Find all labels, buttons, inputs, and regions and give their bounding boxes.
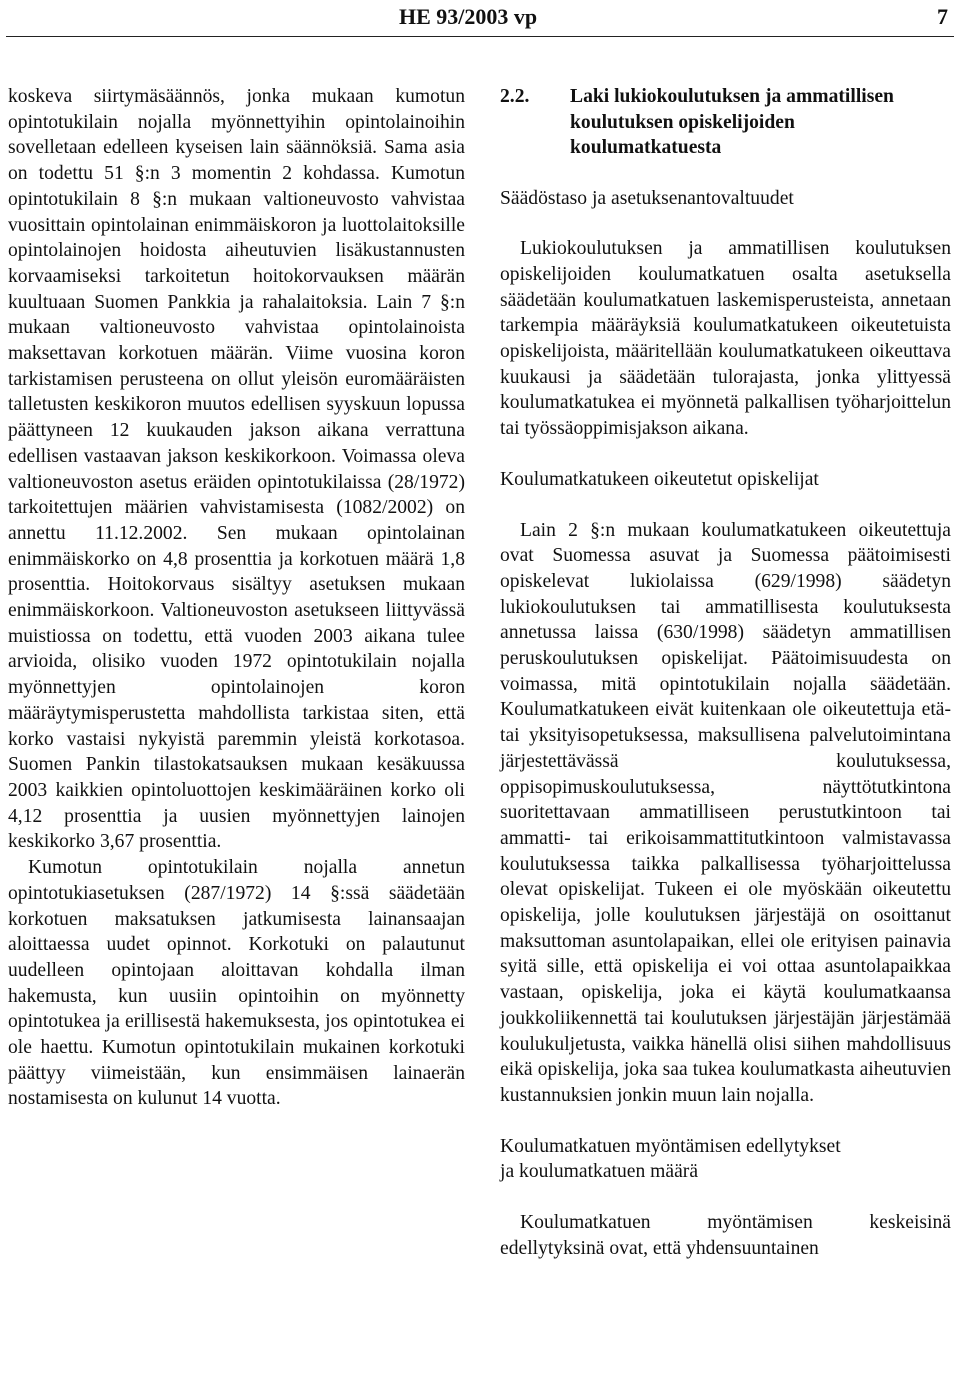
document-header-title: HE 93/2003 vp bbox=[399, 4, 538, 29]
subheading: ja koulumatkatuen määrä bbox=[500, 1161, 699, 1183]
header-divider bbox=[6, 36, 954, 37]
subheading: Koulumatkatukeen oikeutetut opiskelijat bbox=[500, 468, 819, 490]
section-title: Laki lukiokoulutuksen ja ammatillisen koulutuksen opiskelijoiden koulumatkatuesta bbox=[570, 86, 894, 158]
body-paragraph: Lain 2 §:n mukaan koulumatkatukeen oikeutettuja ovat Suomessa asuvat ja Suomessa päätoimisesti opiskelevat lukiolaissa (629/1998) säädetyn lukiokoulutuksen tai ammatillisesta koulutuksesta annetussa laissa (630/1998) säädetyn ammatillisen peruskoulutuksen opiskelijat. Päätoimisuudesta on voimassa, mitä opintotukilain nojalla säädetään. Koulumatkatukeen eivät kuitenkaan ole oikeutettuja etä- tai yksityisopetuksessa, maksullisena palvelutoimintana järjestettävässä koulutuksessa, oppisopimuskoulutuksessa, näyttötutkintona suoritettavaan ammatilliseen perustutkintoon tai ammatti- tai erikoisammattitutkintoon valmistavassa koulutuksessa taikka palkallisessa työharjoittelussa olevat opiskelijat. Tukeen ei ole myöskään oikeutettu opiskelija, jolle koulutuksen järjestäjä on osoittanut maksuttoman asuntolapaikan, ellei ole erityisen painavia syitä sille, että opiskelija ei voi ottaa asuntolapaikkaa vastaan, opiskelija, joka ei käytä koulumatkaansa joukkoliikennettä tai koulutuksen järjestäjän järjestämää koulukuljetusta, vaikka hänellä olisi siihen mahdollisuus eikä opiskelija, joka saa tukea koulumatkasta aiheutuvien kustannuksien jonkin muun lain nojalla. bbox=[500, 519, 951, 1106]
subheading: Säädöstaso ja asetuksenantovaltuudet bbox=[500, 187, 794, 209]
right-column bbox=[500, 84, 951, 1262]
body-paragraph: Lukiokoulutuksen ja ammatillisen koulutuksen opiskelijoiden koulumatkatuen osalta asetuksella säädetään koulumatkatuen laskemisperusteista, annetaan tarkempia määräyksiä koulumatkatukeen oikeutetuista opiskelijoista, määritellään koulumatkatukeen oikeuttava kuukausi ja säädetään tulorajasta, jonka ylittyessä koulumatkatukea ei myönnetä palkallisen työharjoittelun tai työssäoppimisjakson aikana. bbox=[500, 238, 951, 440]
subheading: Koulumatkatuen myöntämisen edellytykset bbox=[500, 1135, 841, 1157]
body-paragraph: Kumotun opintotukilain nojalla annetun opintotukiasetuksen (287/1972) 14 §:ssä säädetään korkotuen maksatuksen jatkumisesta lainansaajan aloittaessa uudet opinnot. Korkotuki on palautunut uudelleen opintojaan aloittavan kohdalla ilman hakemusta, kun uusiin opintoihin on myönnetty opintotukea ja erillisestä hakemuksesta, jos opintotukea ei ole haettu. Kumotun opintotukilain mukainen korkotuki päättyy viimeistään, kun ensimmäisen lainaerän nostamisesta on kulunut 14 vuotta. bbox=[8, 857, 465, 1110]
left-column bbox=[8, 84, 465, 1112]
body-paragraph: koskeva siirtymäsäännös, jonka mukaan kumotun opintotukilain nojalla myönnettyihin opintolainoihin sovelletaan edelleen kyseisen lain säännöksiä. Sama asia on todettu 51 §:n 3 momentin 2 kohdassa. Kumotun opintotukilain 8 §:n mukaan valtioneuvosto vahvistaa vuosittain opintolainan enimmäiskoron ja luottolaitoksille opintolainojen hoidosta aiheutuvien lisäkustannusten korvaamiseksi tarkoitetun hoitokorvauksen määrän kuultuaan Suomen Pankkia ja rahalaitoksia. Lain 7 §:n mukaan valtioneuvosto vahvistaa opintolainoista maksettavan korkotuen määrän. Viime vuosina koron tarkistamisen perusteena on ollut yleisön euromääräisten talletusten keskikoron muutos edellisen syyskuun lopussa päättyneen 12 kuukauden jakson aikana verrattuna edellisen vastaavan jakson keskikorkoon. Voimassa oleva valtioneuvoston asetus eräiden opintotukilaissa (28/1972) tarkoitettujen määrien vahvistamisesta (1082/2002) on annettu 11.12.2002. Sen mukaan opintolainan enimmäiskorko on 4,8 prosenttia ja korkotuen määrä 1,8 prosenttia. Hoitokorvaus sisältyy asetuksen mukaan enimmäiskorkoon. Valtioneuvoston asetukseen liittyvässä muistiossa on todettu, että vuoden 2003 aikana tulee arvioida, olisiko vuoden 1972 opintotukilain nojalla myönnettyjen opintolainojen koron määräytymisperustetta mahdollista tarkistaa siten, että korko vastaisi nykyistä paremmin yleistä korkotasoa. Suomen Pankin tilastokatsauksen mukaan kesäkuussa 2003 kaikkien opintoluottojen keskimääräinen korko oli 4,12 prosenttia ja uusien myönnettyjen lainojen keskikorko 3,67 prosenttia. bbox=[8, 86, 465, 853]
page-number: 7 bbox=[937, 4, 948, 29]
body-paragraph: Koulumatkatuen myöntämisen keskeisinä edellytyksinä ovat, että yhdensuuntainen bbox=[500, 1212, 951, 1259]
section-number: 2.2. bbox=[500, 86, 530, 107]
section-heading bbox=[500, 84, 951, 161]
